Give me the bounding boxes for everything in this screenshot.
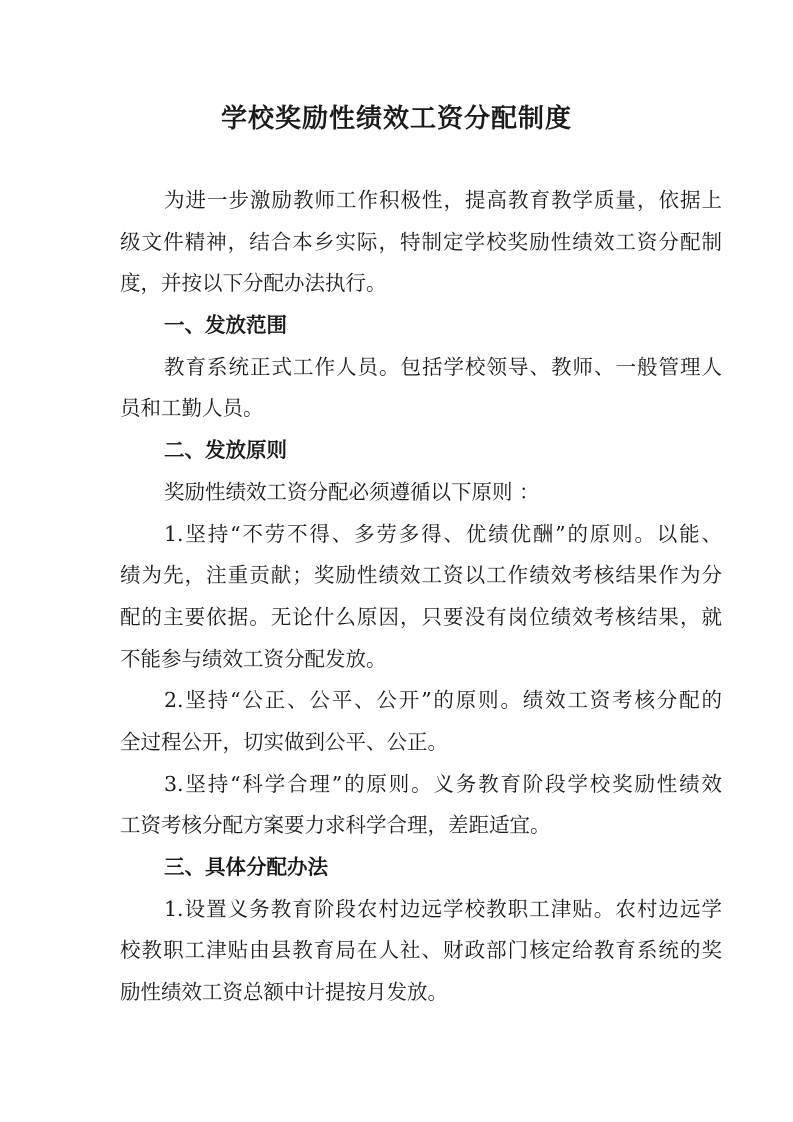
paragraph [120, 764, 722, 847]
text-line: 绩为先，注重贡献；奖励性绩效工资以工作绩效考核结果作为分 [120, 563, 722, 588]
text-line: 全过程公开，切实做到公平、公正。 [120, 729, 448, 754]
paragraph [120, 889, 722, 1014]
document-body [120, 180, 722, 1014]
paragraph [120, 472, 722, 514]
text-line: 1.设置义务教育阶段农村边远学校教职工津贴。农村边远学 [164, 896, 722, 921]
paragraph [120, 347, 722, 430]
text-line: 一、发放范围 [164, 313, 287, 338]
text-line: 员和工勤人员。 [120, 396, 264, 421]
text-line: 教育系统正式工作人员。包括学校领导、教师、一般管理人 [164, 354, 722, 379]
text-line: 励性绩效工资总额中计提按月发放。 [120, 980, 448, 1005]
text-line: 3.坚持“科学合理”的原则。义务教育阶段学校奖励性绩效 [164, 771, 722, 796]
text-line: 1.坚持“不劳不得、多劳多得、优绩优酬”的原则。以能、 [164, 521, 722, 546]
text-line: 配的主要依据。无论什么原因，只要没有岗位绩效考核结果，就 [120, 604, 722, 629]
paragraph [120, 180, 722, 305]
paragraph [120, 514, 722, 681]
text-line: 二、发放原则 [164, 438, 287, 463]
text-line: 三、具体分配办法 [164, 855, 328, 879]
paragraph [120, 680, 722, 763]
section-heading [120, 847, 722, 889]
text-line: 工资考核分配方案要力求科学合理，差距适宜。 [120, 813, 551, 838]
text-line: 为进一步激励教师工作积极性，提高教育教学质量，依据上 [164, 188, 722, 212]
text-line: 不能参与绩效工资分配发放。 [120, 646, 387, 671]
section-heading [120, 430, 722, 472]
section-heading [120, 305, 722, 347]
text-line: 奖励性绩效工资分配必须遵循以下原则 ： [164, 479, 540, 504]
text-line: 校教职工津贴由县教育局在人社、财政部门核定给教育系统的奖 [120, 938, 722, 963]
text-line: 度，并按以下分配办法执行。 [120, 271, 387, 296]
text-line: 级文件精神，结合本乡实际，特制定学校奖励性绩效工资分配制 [120, 229, 722, 254]
text-line: 2.坚持“公正、公平、公开”的原则。绩效工资考核分配的 [164, 688, 722, 713]
document-title: 学校奖励性绩效工资分配制度 [220, 104, 572, 134]
